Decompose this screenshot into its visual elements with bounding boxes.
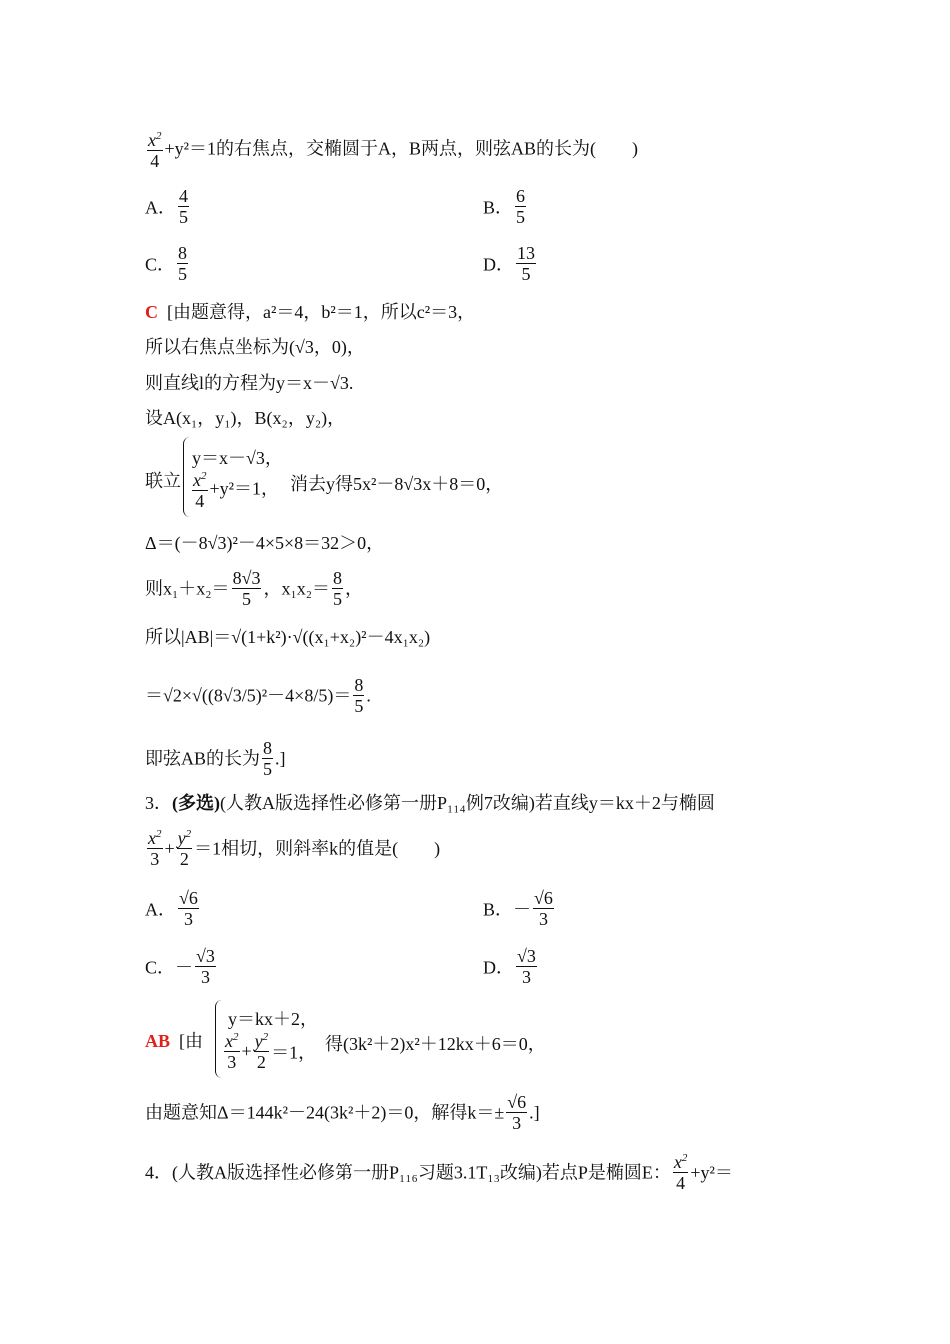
q2-solution-line-3: 则直线l的方程为y＝x－√3. [145,373,354,393]
fraction: $\frac{8√3}{5}$ [232,568,261,609]
fraction: $\frac{x^2}{3}$ [148,828,162,869]
q2-solution-line-10: 即弦AB的长为 $\frac{8}{5}$ .] [145,738,286,779]
q2-stem-text: +y²＝1的右焦点，交椭圆于A，B两点，则弦AB的长为( ) [164,138,639,159]
q2-solution-line-2: 所以右焦点坐标为(√3，0)， [145,337,365,357]
fraction: $\frac{x^2}{4}$ [673,1152,688,1193]
answer-badge: AB [145,1031,171,1051]
q3-solution-line-1: AB [由 [145,1031,204,1051]
system-brace [215,1000,222,1078]
fraction: $\frac{8}{5}$ [263,738,273,779]
q3-solution-line-1-suffix: 得(3k²＋2)x²＋12kx＋6＝0， [325,1034,546,1054]
system-equation-1: y＝x－√3， [192,448,283,468]
fraction: $\frac{x^2}{4}$ [148,130,162,171]
q2-solution-line-1: C [由题意得，a²＝4，b²＝1，所以c²＝3， [145,302,476,322]
q4-header: 4．(人教A版选择性必修第一册P₁₁₆习题3.1T₁₃改编)若点P是椭圆E： $\frac{x^2}{4}$ +y²＝ [145,1152,733,1193]
q2-option-c[interactable]: C． $\frac{8}{5}$ [145,243,188,284]
q2-solution-line-6: Δ＝(－8√3)²－4×5×8＝32＞0， [145,533,385,553]
answer-badge: C [145,302,158,322]
q3-option-a[interactable]: A． $\frac{√6}{3}$ [145,888,198,929]
q3-option-c[interactable]: C．－ $\frac{√3}{3}$ [145,946,215,987]
multi-select-tag: (多选) [172,793,220,813]
q2-option-d[interactable]: D． $\frac{13}{5}$ [483,243,535,284]
q2-solution-system-suffix: 消去y得5x²－8√3x＋8＝0， [290,474,504,494]
fraction: $\frac{8}{5}$ [333,568,343,609]
fraction: $\frac{8}{5}$ [354,675,364,716]
q2-option-a[interactable]: A． $\frac{4}{5}$ [145,186,188,227]
fraction: $\frac{y^2}{2}$ [177,828,192,869]
q2-solution-line-9: ＝√2×√((8√3/5)²－4×8/5)＝ $\frac{8}{5}$ . [145,675,371,716]
system-equation-2: $\frac{x^2}{3}$ + $\frac{y^2}{2}$ ＝1， [225,1031,317,1072]
q2-solution-line-8: 所以|AB|＝√(1+k²)·√((x₁+x₂)²－4x₁x₂) [145,627,431,647]
q3-solution-line-2: 由题意知Δ＝144k²－24(3k²＋2)＝0，解得k＝± $\frac{√6}{3}$ .] [145,1092,540,1133]
system-equation-2: $\frac{x^2}{4}$ +y²＝1， [193,470,280,511]
q3-header: 3．(多选)(人教A版选择性必修第一册P₁₁₄例7改编)若直线y＝kx＋2与椭圆 [145,793,715,813]
q2-solution-system-prefix: 联立 [145,471,181,491]
system-equation-1: y＝kx＋2， [228,1009,318,1029]
q2-solution-line-7: 则x₁＋x₂＝ $\frac{8√3}{5}$ ，x₁x₂＝ $\frac{8}{5}$ ， [145,568,364,609]
fraction: $\frac{√6}{3}$ [507,1092,527,1133]
q2-stem [145,130,638,171]
q2-option-b[interactable]: B． $\frac{6}{5}$ [483,186,526,227]
q3-stem: $\frac{x^2}{3}$ + $\frac{y^2}{2}$ ＝1相切，则斜率k的值是( ) [148,828,441,869]
system-brace [183,437,190,517]
q3-option-b[interactable]: B．－ $\frac{√6}{3}$ [483,888,553,929]
q2-solution-line-4: 设A(x₁，y₁)，B(x₂，y₂)， [145,408,346,428]
q3-option-d[interactable]: D． $\frac{√3}{3}$ [483,946,536,987]
